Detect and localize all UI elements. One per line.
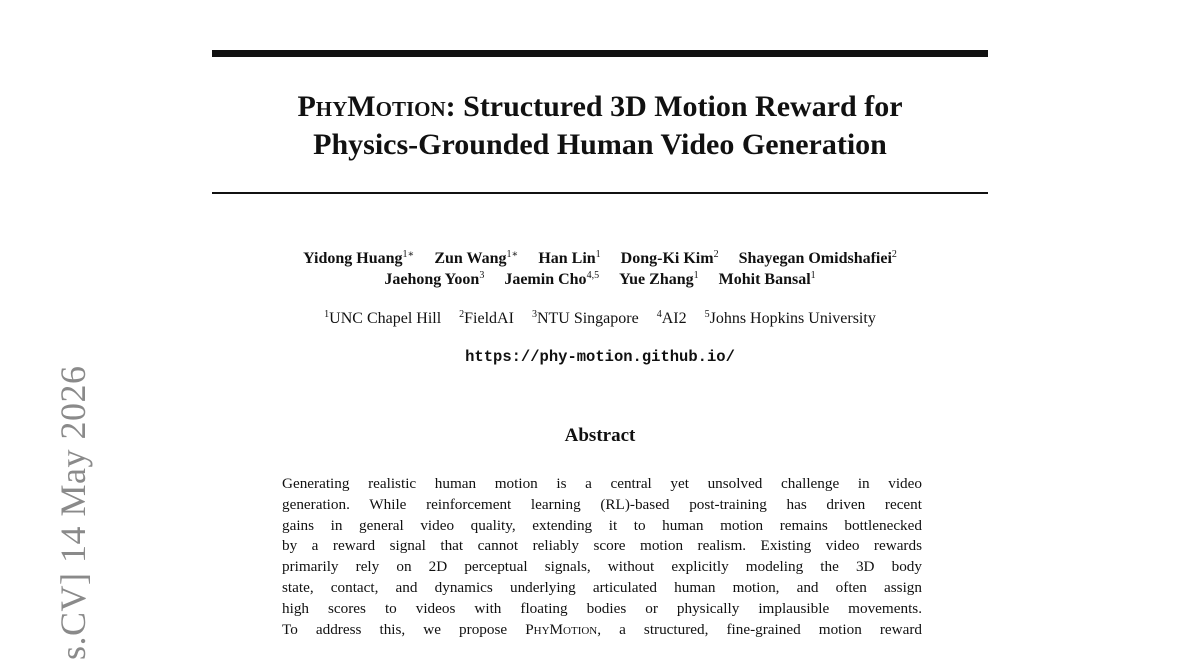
author-line-1 xyxy=(212,248,988,269)
author-line-2 xyxy=(212,269,988,290)
affiliation-name: AI2 xyxy=(662,310,687,327)
abstract-heading: Abstract xyxy=(212,424,988,448)
author xyxy=(504,269,599,290)
author-name: Zun Wang xyxy=(434,250,506,267)
author xyxy=(538,248,600,269)
abstract-text: , a structured, fine-grained motion reward xyxy=(597,621,922,638)
affiliation xyxy=(459,309,514,329)
abstract-line: Generating realistic human motion is a central yet unsolved challenge in video xyxy=(282,474,922,495)
author-affiliation-mark: 1∗ xyxy=(507,249,519,260)
author xyxy=(434,248,518,269)
affiliation xyxy=(705,309,876,329)
author-name: Mohit Bansal xyxy=(719,271,811,288)
abstract-line: primarily rely on 2D perceptual signals, without explicitly modeling the 3D body xyxy=(282,557,922,578)
author-affiliation-mark: 1 xyxy=(694,270,699,281)
affiliation-mark: 1 xyxy=(324,309,329,320)
affiliation-mark: 4 xyxy=(657,309,662,320)
author-affiliation-mark: 3 xyxy=(479,270,484,281)
author-name: Yidong Huang xyxy=(303,250,402,267)
abstract-line: by a reward signal that cannot reliably score motion realism. Existing video rewards xyxy=(282,536,922,557)
author-affiliation-mark: 1 xyxy=(811,270,816,281)
affiliation-mark: 2 xyxy=(459,309,464,320)
author-affiliation-mark: 1∗ xyxy=(403,249,415,260)
affiliation xyxy=(657,309,687,329)
abstract-line xyxy=(282,620,922,641)
affiliation-name: NTU Singapore xyxy=(537,310,639,327)
author-name: Jaemin Cho xyxy=(504,271,586,288)
author-affiliation-mark: 1 xyxy=(596,249,601,260)
author-affiliation-mark: 2 xyxy=(714,249,719,260)
affiliation xyxy=(324,309,441,329)
author-affiliation-mark: 4,5 xyxy=(587,270,600,281)
affiliation-mark: 3 xyxy=(532,309,537,320)
abstract-body xyxy=(282,474,922,640)
author xyxy=(739,248,897,269)
author xyxy=(621,248,719,269)
author-name: Han Lin xyxy=(538,250,595,267)
author-name: Shayegan Omidshafiei xyxy=(739,250,892,267)
arxiv-identifier-stamp: s.CV] 14 May 2026 xyxy=(52,366,94,660)
project-url-link[interactable]: https://phy-motion.github.io/ xyxy=(212,347,988,367)
affiliation-mark: 5 xyxy=(705,309,710,320)
affiliation-list xyxy=(212,309,988,329)
paper-title xyxy=(212,88,988,164)
abstract-line: high scores to videos with floating bodies or physically implausible movements. xyxy=(282,599,922,620)
author-name: Dong-Ki Kim xyxy=(621,250,714,267)
author xyxy=(303,248,414,269)
author xyxy=(719,269,816,290)
title-line-1 xyxy=(297,90,902,123)
title-line-2: Physics-Grounded Human Video Generation xyxy=(313,128,887,161)
abstract-method-name: PhyMotion xyxy=(525,621,597,638)
abstract-line: generation. While reinforcement learning (RL)-based post-training has driven recent xyxy=(282,495,922,516)
author-list xyxy=(212,248,988,290)
title-method-name: PhyMotion xyxy=(297,90,445,123)
author xyxy=(384,269,484,290)
affiliation xyxy=(532,309,639,329)
affiliation-name: Johns Hopkins University xyxy=(710,310,876,327)
title-rule xyxy=(212,192,988,194)
author xyxy=(619,269,699,290)
author-name: Yue Zhang xyxy=(619,271,694,288)
author-affiliation-mark: 2 xyxy=(892,249,897,260)
affiliation-name: FieldAI xyxy=(464,310,514,327)
title-line-1-rest: : Structured 3D Motion Reward for xyxy=(446,90,903,123)
abstract-line: gains in general video quality, extending it to human motion remains bottlenecked xyxy=(282,516,922,537)
affiliation-name: UNC Chapel Hill xyxy=(329,310,441,327)
abstract-line: state, contact, and dynamics underlying articulated human motion, and often assign xyxy=(282,578,922,599)
top-rule xyxy=(212,50,988,57)
abstract-text: To address this, we propose xyxy=(282,621,525,638)
author-name: Jaehong Yoon xyxy=(384,271,479,288)
